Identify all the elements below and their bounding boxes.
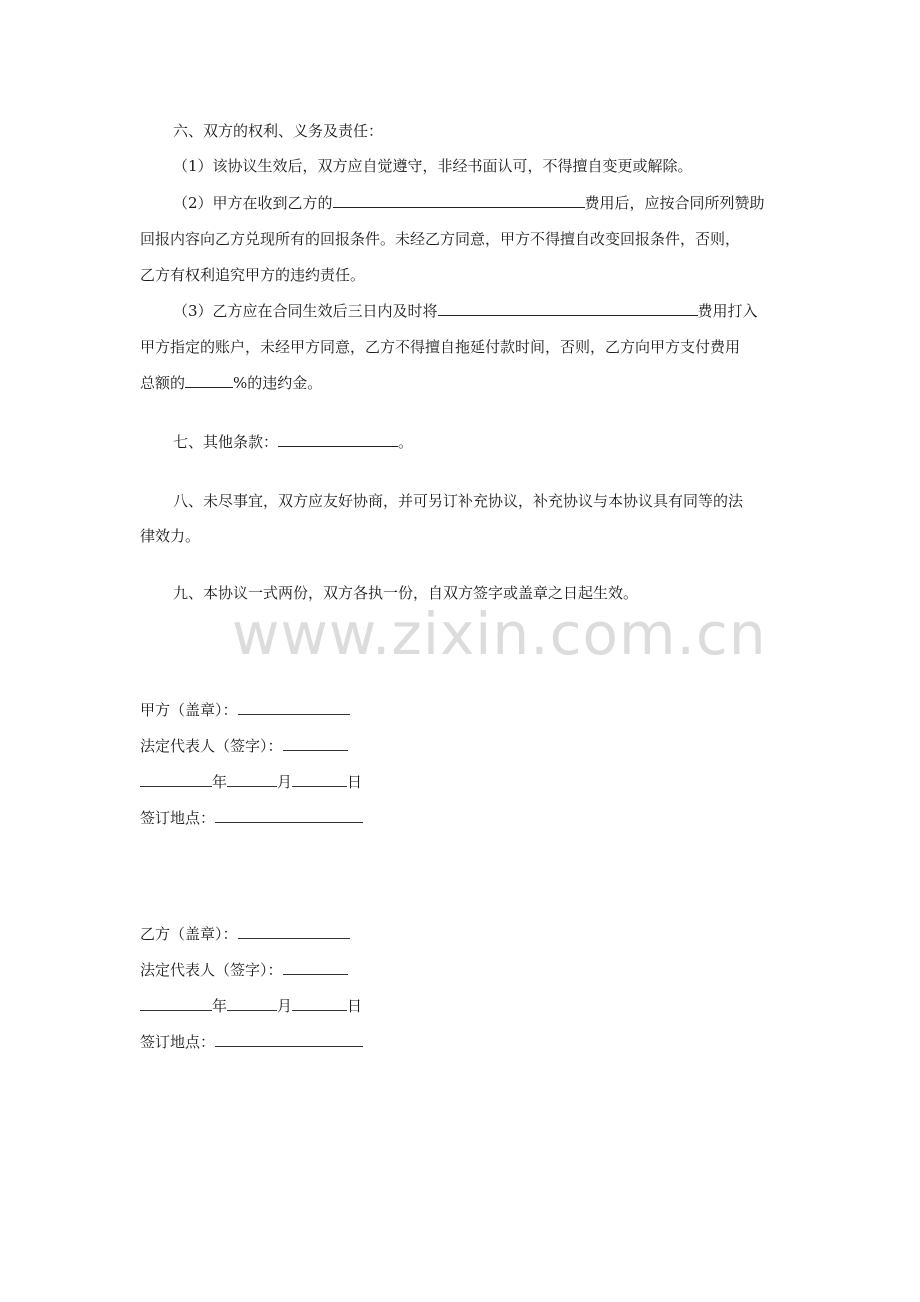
party-b-year-blank[interactable] [140,995,212,1011]
party-a-year-blank[interactable] [140,771,212,787]
section-6-item-2-line-1 [173,193,765,213]
party-b-rep-label: 法定代表人（签字）： [140,961,283,979]
party-a-day-label: 日 [347,773,363,791]
item-3-text-e: %的违约金。 [233,374,323,392]
party-b-year-label: 年 [212,997,228,1015]
party-a-place-label: 签订地点： [140,809,216,827]
watermark: www.zixin.com.cn [232,600,767,668]
section-8-line-1: 八、未尽事宜，双方应友好协商，并可另订补充协议，补充协议与本协议具有同等的法 [173,492,744,510]
party-a-seal-label: 甲方（盖章）： [140,701,238,719]
party-b-date-row [140,995,362,1016]
party-b-day-label: 日 [347,997,363,1015]
party-a-month-blank[interactable] [227,771,277,787]
party-a-seal-blank[interactable] [238,699,350,715]
party-b-seal-blank[interactable] [238,923,350,939]
party-b-seal-row [140,923,350,944]
party-a-rep-label: 法定代表人（签字）： [140,737,283,755]
item-3-text-b: 费用打入 [697,302,758,320]
party-a-date-row [140,771,362,792]
party-b-place-blank[interactable] [215,1031,363,1047]
party-a-day-blank[interactable] [292,771,347,787]
item-2-text-b: 费用后，应按合同所列赞助 [584,194,765,212]
section-6-item-2-line-2: 回报内容向乙方兑现所有的回报条件。未经乙方同意，甲方不得擅自改变回报条件，否则， [140,230,741,248]
other-terms-blank[interactable] [278,432,398,447]
fee-blank-1[interactable] [333,193,585,208]
party-b-seal-label: 乙方（盖章）： [140,925,238,943]
section-9: 九、本协议一式两份，双方各执一份，自双方签字或盖章之日起生效。 [173,584,639,602]
section-6-item-3-line-3 [140,373,322,393]
section-6-item-3-line-1 [173,301,758,321]
party-a-month-label: 月 [277,773,293,791]
party-a-seal-row [140,699,350,720]
item-2-text-a: （2）甲方在收到乙方的 [173,194,333,212]
section-7-text: 七、其他条款： [173,433,279,451]
item-3-text-a: （3）乙方应在合同生效后三日内及时将 [173,302,438,320]
item-3-text-d: 总额的 [140,374,186,392]
section-6-heading: 六、双方的权利、义务及责任： [173,122,384,140]
section-7 [173,432,413,452]
section-6-item-1: （1）该协议生效后，双方应自觉遵守，非经书面认可，不得擅自变更或解除。 [173,157,693,175]
party-b-place-label: 签订地点： [140,1033,216,1051]
party-a-place-row [140,807,363,828]
fee-blank-2[interactable] [438,301,698,316]
party-b-rep-row [140,959,348,980]
section-6-item-2-line-3: 乙方有权利追究甲方的违约责任。 [140,266,366,284]
party-a-place-blank[interactable] [215,807,363,823]
party-a-year-label: 年 [212,773,228,791]
section-8-line-2: 律效力。 [140,527,201,545]
party-b-month-label: 月 [277,997,293,1015]
party-b-month-blank[interactable] [227,995,277,1011]
party-b-rep-blank[interactable] [283,959,348,975]
party-b-place-row [140,1031,363,1052]
section-7-end: 。 [398,433,414,451]
party-a-rep-row [140,735,348,756]
penalty-percent-blank[interactable] [185,373,233,388]
party-a-rep-blank[interactable] [283,735,348,751]
section-6-item-3-line-2: 甲方指定的账户，未经甲方同意，乙方不得擅自拖延付款时间，否则，乙方向甲方支付费用 [140,338,741,356]
party-b-day-blank[interactable] [292,995,347,1011]
